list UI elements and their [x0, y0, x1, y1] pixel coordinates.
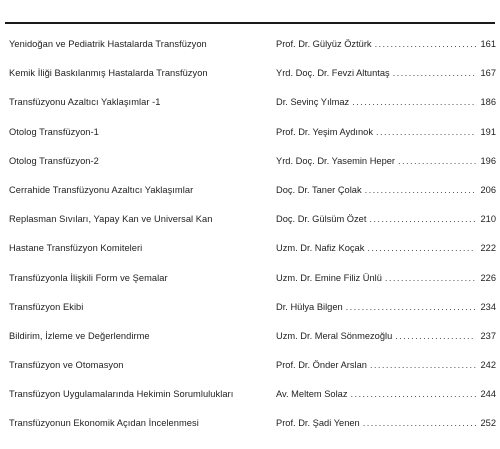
toc-entry: [0, 234, 500, 263]
toc-entry-title: Transfüzyonu Azaltıcı Yaklaşımlar -1: [9, 97, 161, 108]
leader-dots: ...........................: [367, 243, 475, 254]
toc-entry: [0, 30, 500, 59]
toc-entry-author-name: Uzm. Dr. Nafiz Koçak: [276, 243, 365, 254]
toc-entry-author-name: Uzm. Dr. Meral Sönmezoğlu: [276, 330, 393, 341]
leader-dots: ................................: [350, 389, 478, 400]
toc-entry: [0, 176, 500, 205]
toc-entry-author: [276, 380, 478, 409]
toc-entry-page: 237: [480, 330, 496, 341]
toc-entry: [0, 59, 500, 88]
toc-entry: [0, 147, 500, 176]
leader-dots: ...........................: [369, 214, 477, 225]
leader-dots: .....................: [392, 68, 477, 79]
toc-entry-title: Cerrahide Transfüzyonu Azaltıcı Yaklaşımlar: [9, 184, 194, 195]
toc-entry-author: [276, 147, 478, 176]
toc-entry: [0, 293, 500, 322]
leader-dots: ............................: [364, 184, 477, 195]
toc-entry-author: [276, 409, 478, 438]
toc-entry-title: Transfüzyon Uygulamalarında Hekimin Sorumlulukları: [9, 389, 234, 400]
toc-entry-author: [276, 234, 475, 263]
toc-entry-page: 222: [480, 243, 496, 254]
leader-dots: .........................: [375, 126, 476, 137]
toc-entry-title: Kemik İliği Baskılanmış Hastalarda Transfüzyon: [9, 68, 208, 79]
toc-entry: [0, 322, 500, 351]
toc-entry-author: [276, 88, 476, 117]
toc-entry-author-name: Prof. Dr. Yeşim Aydınok: [276, 126, 373, 137]
toc-entry-page: 206: [480, 184, 496, 195]
leader-dots: .................................: [345, 301, 478, 312]
toc-entry-page: 226: [480, 272, 496, 283]
top-rule: [5, 22, 495, 24]
leader-dots: ....................: [395, 330, 475, 341]
leader-dots: ...............................: [352, 97, 476, 108]
toc-entry-title: Otolog Transfüzyon-1: [9, 126, 99, 137]
toc-entry-page: 196: [480, 155, 496, 166]
toc-entry-title: Transfüzyonun Ekonomik Açıdan İncelenmesi: [9, 418, 199, 429]
toc-entry-page: 234: [480, 301, 496, 312]
toc-entry-author-name: Yrd. Doç. Dr. Fevzi Altuntaş: [276, 68, 390, 79]
toc-entry: [0, 88, 500, 117]
leader-dots: .............................: [362, 418, 479, 429]
leader-dots: ..........................: [374, 39, 479, 49]
toc-entry: [0, 264, 500, 293]
toc-entry: [0, 380, 500, 409]
toc-entry-page: 191: [480, 126, 496, 137]
toc-entry-author: [276, 351, 478, 380]
toc-entry-author-name: Uzm. Dr. Emine Filiz Ünlü: [276, 272, 382, 283]
toc-entry-title: Transfüzyonla İlişkili Form ve Şemalar: [9, 272, 168, 283]
leader-dots: .......................: [384, 272, 477, 283]
toc-entry-title: Hastane Transfüzyon Komiteleri: [9, 243, 143, 254]
toc-entry-author-name: Av. Meltem Solaz: [276, 389, 348, 400]
toc-entry-page: 167: [480, 68, 496, 79]
toc-entry-author: [276, 59, 476, 88]
toc-entry-title: Otolog Transfüzyon-2: [9, 155, 99, 166]
toc-entry-title: Transfüzyon Ekibi: [9, 301, 84, 312]
toc-entry-page: 161: [480, 39, 496, 49]
leader-dots: ....................: [398, 155, 478, 166]
toc-entry: [0, 205, 500, 234]
toc-entry-page: 252: [480, 418, 496, 429]
toc-entry-author-name: Doç. Dr. Gülsüm Özet: [276, 214, 367, 225]
toc-entry-title: Replasman Sıvıları, Yapay Kan ve Universal Kan: [9, 214, 213, 225]
toc-entry-author: [276, 118, 476, 147]
leader-dots: ...........................: [369, 360, 478, 371]
toc-entry-author-name: Yrd. Doç. Dr. Yasemin Heper: [276, 155, 396, 166]
toc-entry-author-name: Prof. Dr. Önder Arslan: [276, 360, 367, 371]
toc-entry-author: [276, 293, 477, 322]
toc-entry-author: [276, 322, 475, 351]
toc-entry-author: [276, 264, 477, 293]
toc-entry: [0, 351, 500, 380]
toc-entry-author-name: Prof. Dr. Gülyüz Öztürk: [276, 39, 372, 49]
toc-entry-author-name: Doç. Dr. Taner Çolak: [276, 184, 362, 195]
toc-entry-author: [276, 30, 478, 59]
toc-entry: [0, 118, 500, 147]
toc-entry-author-name: Dr. Hülya Bilgen: [276, 301, 343, 312]
toc-entry-page: 210: [480, 214, 496, 225]
toc-entry-page: 244: [480, 389, 496, 400]
table-of-contents: [0, 30, 500, 439]
toc-entry-author: [276, 205, 477, 234]
toc-entry-page: 186: [480, 97, 496, 108]
toc-entry-author-name: Prof. Dr. Şadi Yenen: [276, 418, 360, 429]
toc-entry-page: 242: [480, 360, 496, 371]
toc-entry-author-name: Dr. Sevinç Yılmaz: [276, 97, 350, 108]
toc-entry-author: [276, 176, 476, 205]
toc-entry-title: Bildirim, İzleme ve Değerlendirme: [9, 330, 150, 341]
toc-entry-title: Yenidoğan ve Pediatrik Hastalarda Transfüzyon: [9, 39, 207, 49]
toc-entry-title: Transfüzyon ve Otomasyon: [9, 360, 124, 371]
toc-entry: [0, 409, 500, 438]
